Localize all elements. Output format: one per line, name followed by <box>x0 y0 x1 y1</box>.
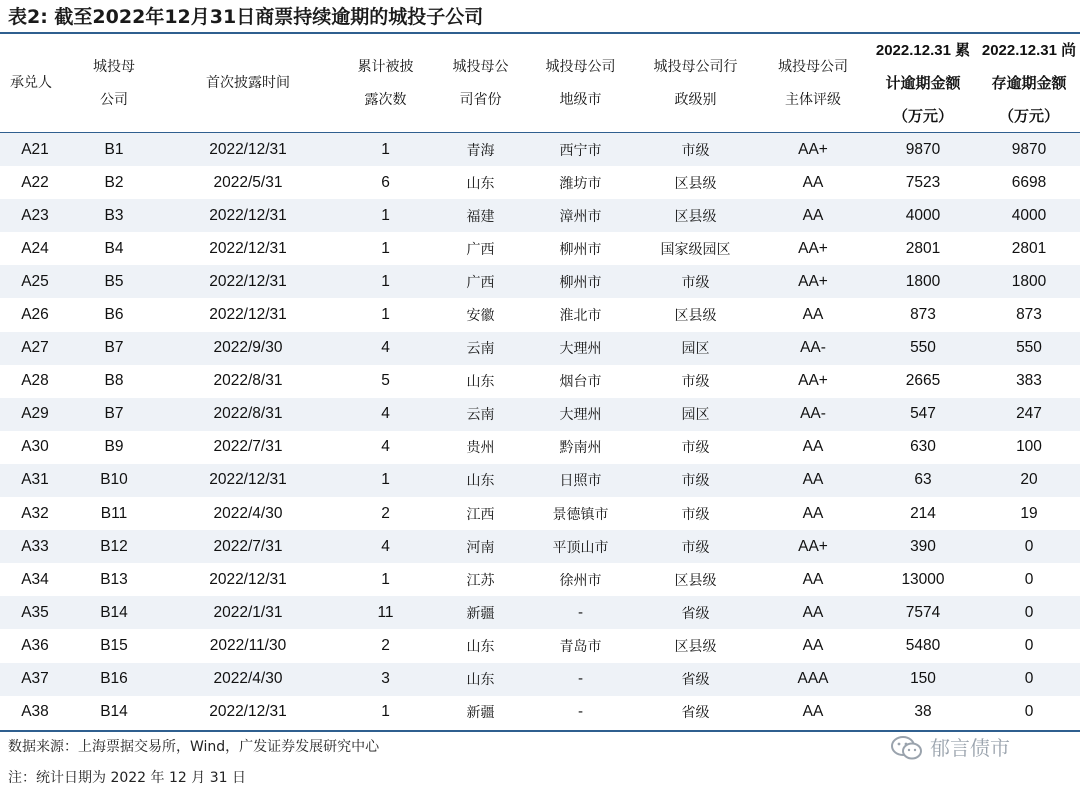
cell-parent-company: B16 <box>100 670 128 688</box>
cell-admin-level: 市级 <box>681 473 710 490</box>
cell-disclosure-count: 4 <box>381 405 390 423</box>
cell-province: 广西 <box>466 274 495 291</box>
cell-province: 山东 <box>466 638 495 655</box>
cell-disclosure-count: 1 <box>381 703 390 721</box>
cell-admin-level: 区县级 <box>674 208 717 225</box>
cell-parent-company: B4 <box>104 239 124 257</box>
cell-city: 徐州市 <box>559 572 602 589</box>
cell-parent-company: B15 <box>100 636 128 654</box>
cell-rating: AA+ <box>798 272 828 290</box>
cell-city: 景德镇市 <box>552 506 609 523</box>
cell-rating: AA <box>802 438 824 456</box>
cell-cumulative-overdue: 214 <box>910 504 936 522</box>
cell-rating: AA- <box>800 339 826 357</box>
cell-cumulative-overdue: 13000 <box>901 570 945 588</box>
cell-admin-level: 市级 <box>681 142 710 159</box>
cell-province: 云南 <box>466 407 495 424</box>
cell-admin-level: 省级 <box>681 672 710 689</box>
cell-city: 西宁市 <box>559 142 602 159</box>
cell-admin-level: 区县级 <box>674 175 717 192</box>
header-line: 城投母 <box>93 58 135 75</box>
cell-outstanding-overdue: 0 <box>1024 570 1034 588</box>
cell-admin-level: 园区 <box>681 407 710 424</box>
header-line: 城投母公 <box>452 58 509 75</box>
cell-province: 福建 <box>466 208 495 225</box>
cell-city: 大理州 <box>559 341 602 358</box>
cell-cumulative-overdue: 5480 <box>905 636 941 654</box>
header-line: （万元） <box>998 108 1059 125</box>
cell-city: 烟台市 <box>559 374 602 391</box>
cell-cumulative-overdue: 630 <box>910 438 936 456</box>
cell-acceptor: A26 <box>21 306 49 324</box>
cell-city: 柳州市 <box>559 274 602 291</box>
cell-disclosure-count: 1 <box>381 206 390 224</box>
cell-acceptor: A38 <box>21 703 49 721</box>
cell-province: 江苏 <box>466 572 495 589</box>
header-line: 计逾期金额 <box>885 75 961 92</box>
cell-parent-company: B12 <box>100 537 128 555</box>
cell-city: 青岛市 <box>559 638 602 655</box>
cell-city: 柳州市 <box>559 241 602 258</box>
cell-disclosure-count: 6 <box>381 173 390 191</box>
cell-parent-company: B13 <box>100 570 128 588</box>
cell-disclosure-count: 4 <box>381 537 390 555</box>
header-line: 城投母公司 <box>545 58 616 75</box>
cell-first-disclosure: 2022/12/31 <box>209 570 287 588</box>
cell-province: 山东 <box>466 473 495 490</box>
cell-first-disclosure: 2022/12/31 <box>209 272 287 290</box>
cell-first-disclosure: 2022/12/31 <box>209 140 287 158</box>
cell-outstanding-overdue: 6698 <box>1011 173 1047 191</box>
cell-cumulative-overdue: 7574 <box>905 603 941 621</box>
watermark <box>890 733 1010 763</box>
cell-parent-company: B1 <box>104 140 124 158</box>
table-title: 表2: 截至2022年12月31日商票持续逾期的城投子公司 <box>8 6 484 28</box>
cell-parent-company: B6 <box>104 306 124 324</box>
cell-first-disclosure: 2022/4/30 <box>213 670 283 688</box>
cell-admin-level: 区县级 <box>674 638 717 655</box>
table-body <box>0 133 1080 729</box>
cell-province: 河南 <box>466 539 495 556</box>
cell-first-disclosure: 2022/12/31 <box>209 206 287 224</box>
cell-city: - <box>577 671 584 688</box>
header-line: 司省份 <box>459 91 502 108</box>
table-row <box>0 298 1080 331</box>
bottom-rule <box>0 730 1080 732</box>
cell-parent-company: B5 <box>104 272 124 290</box>
cell-cumulative-overdue: 9870 <box>905 140 941 158</box>
cell-rating: AA+ <box>798 140 828 158</box>
header-line: 2022.12.31 累 <box>875 42 971 59</box>
cell-outstanding-overdue: 4000 <box>1011 206 1047 224</box>
table-row <box>0 365 1080 398</box>
cell-first-disclosure: 2022/8/31 <box>213 372 283 390</box>
header-line: 主体评级 <box>785 91 841 108</box>
cell-outstanding-overdue: 873 <box>1016 306 1042 324</box>
cell-parent-company: B11 <box>100 504 128 522</box>
cell-first-disclosure: 2022/12/31 <box>209 306 287 324</box>
cell-cumulative-overdue: 38 <box>914 703 932 721</box>
cell-acceptor: A30 <box>21 438 49 456</box>
cell-province: 山东 <box>466 374 495 391</box>
cell-disclosure-count: 1 <box>381 570 390 588</box>
cell-province: 江西 <box>466 506 495 523</box>
cell-rating: AA- <box>800 405 826 423</box>
cell-admin-level: 省级 <box>681 605 710 622</box>
cell-province: 云南 <box>466 341 495 358</box>
cell-rating: AA <box>802 570 824 588</box>
cell-admin-level: 区县级 <box>674 308 717 325</box>
cell-cumulative-overdue: 2801 <box>905 239 941 257</box>
cell-admin-level: 区县级 <box>674 572 717 589</box>
cell-cumulative-overdue: 150 <box>910 670 936 688</box>
table-row <box>0 696 1080 729</box>
cell-admin-level: 省级 <box>681 705 710 722</box>
cell-parent-company: B7 <box>104 405 124 423</box>
cell-acceptor: A23 <box>21 206 49 224</box>
cell-cumulative-overdue: 2665 <box>905 372 941 390</box>
table-row <box>0 563 1080 596</box>
cell-acceptor: A21 <box>21 140 49 158</box>
cell-city: 日照市 <box>559 473 602 490</box>
cell-acceptor: A24 <box>21 239 49 257</box>
cell-rating: AA <box>802 636 824 654</box>
cell-cumulative-overdue: 4000 <box>905 206 941 224</box>
table-row <box>0 265 1080 298</box>
cell-cumulative-overdue: 7523 <box>905 173 941 191</box>
cell-parent-company: B7 <box>104 339 124 357</box>
cell-province: 贵州 <box>466 440 495 457</box>
cell-parent-company: B3 <box>104 206 124 224</box>
cell-province: 青海 <box>466 142 495 159</box>
cell-city: - <box>577 604 584 621</box>
cell-disclosure-count: 1 <box>381 239 390 257</box>
header-line: 露次数 <box>364 91 407 108</box>
cell-city: 漳州市 <box>559 208 602 225</box>
table-row <box>0 530 1080 563</box>
cell-city: 黔南州 <box>559 440 602 457</box>
cell-province: 新疆 <box>466 605 495 622</box>
header-admin-level <box>633 34 758 133</box>
cell-parent-company: B2 <box>104 173 124 191</box>
cell-parent-company: B14 <box>100 703 128 721</box>
cell-rating: AA <box>802 703 824 721</box>
cell-outstanding-overdue: 247 <box>1016 405 1042 423</box>
header-line: 城投母公司行 <box>653 58 738 75</box>
cell-admin-level: 市级 <box>681 506 710 523</box>
cell-admin-level: 市级 <box>681 539 710 556</box>
cell-disclosure-count: 2 <box>381 636 390 654</box>
cell-outstanding-overdue: 2801 <box>1011 239 1047 257</box>
header-line: 2022.12.31 尚 <box>981 42 1077 59</box>
wechat-icon <box>890 735 924 761</box>
cell-admin-level: 市级 <box>681 274 710 291</box>
cell-cumulative-overdue: 873 <box>910 306 936 324</box>
cell-province: 安徽 <box>466 308 495 325</box>
header-rule <box>0 132 1080 133</box>
cell-outstanding-overdue: 100 <box>1016 438 1042 456</box>
table-row <box>0 166 1080 199</box>
cell-city: 大理州 <box>559 407 602 424</box>
cell-outstanding-overdue: 383 <box>1016 372 1042 390</box>
cell-province: 新疆 <box>466 705 495 722</box>
header-parent-company <box>70 34 158 133</box>
cell-first-disclosure: 2022/12/31 <box>209 703 287 721</box>
table-row <box>0 431 1080 464</box>
cell-cumulative-overdue: 390 <box>910 537 936 555</box>
cell-rating: AA <box>802 173 824 191</box>
cell-disclosure-count: 1 <box>381 272 390 290</box>
header-outstanding-overdue <box>978 34 1080 133</box>
cell-acceptor: A37 <box>21 670 49 688</box>
table-header-row <box>0 34 1080 133</box>
cell-city: 平顶山市 <box>552 539 609 556</box>
cell-disclosure-count: 1 <box>381 140 390 158</box>
cell-acceptor: A35 <box>21 603 49 621</box>
cell-rating: AA+ <box>798 537 828 555</box>
cell-first-disclosure: 2022/12/31 <box>209 471 287 489</box>
cell-city: 淮北市 <box>559 308 602 325</box>
header-line: 政级别 <box>674 91 717 108</box>
cell-city: 潍坊市 <box>559 175 602 192</box>
cell-outstanding-overdue: 19 <box>1020 504 1038 522</box>
cell-acceptor: A29 <box>21 405 49 423</box>
header-rating <box>758 34 868 133</box>
header-cumulative-overdue <box>868 34 978 133</box>
cell-outstanding-overdue: 9870 <box>1011 140 1047 158</box>
cell-province: 山东 <box>466 175 495 192</box>
header-line: 承兑人 <box>10 75 52 91</box>
cell-city: - <box>577 704 584 721</box>
cell-first-disclosure: 2022/9/30 <box>213 339 283 357</box>
source-note: 数据来源：上海票据交易所，Wind，广发证券发展研究中心 <box>8 739 380 755</box>
cell-rating: AA <box>802 603 824 621</box>
header-line: （万元） <box>892 108 953 125</box>
cell-disclosure-count: 1 <box>381 306 390 324</box>
header-line: 累计被披 <box>357 58 414 75</box>
cell-acceptor: A28 <box>21 372 49 390</box>
header-line: 首次披露时间 <box>206 75 290 91</box>
cell-first-disclosure: 2022/7/31 <box>213 438 283 456</box>
table-row <box>0 629 1080 662</box>
cell-first-disclosure: 2022/1/31 <box>213 603 283 621</box>
header-line: 公司 <box>100 91 128 108</box>
header-line: 城投母公司 <box>778 58 848 75</box>
watermark-text: 郁言债市 <box>930 736 1010 760</box>
cell-cumulative-overdue: 1800 <box>905 272 941 290</box>
cell-first-disclosure: 2022/12/31 <box>209 239 287 257</box>
cell-acceptor: A36 <box>21 636 49 654</box>
cell-outstanding-overdue: 0 <box>1024 636 1034 654</box>
cell-outstanding-overdue: 0 <box>1024 670 1034 688</box>
cell-disclosure-count: 1 <box>381 471 390 489</box>
cell-acceptor: A25 <box>21 272 49 290</box>
cell-first-disclosure: 2022/5/31 <box>213 173 283 191</box>
cell-acceptor: A34 <box>21 570 49 588</box>
cell-first-disclosure: 2022/11/30 <box>209 636 287 654</box>
cell-cumulative-overdue: 550 <box>910 339 936 357</box>
table-row <box>0 398 1080 431</box>
cell-rating: AA <box>802 306 824 324</box>
cell-province: 山东 <box>466 672 495 689</box>
table-row <box>0 332 1080 365</box>
cell-first-disclosure: 2022/8/31 <box>213 405 283 423</box>
footnote: 注：统计日期为 2022 年 12 月 31 日 <box>8 770 246 786</box>
cell-parent-company: B14 <box>100 603 128 621</box>
header-line: 存逾期金额 <box>991 75 1067 92</box>
cell-disclosure-count: 4 <box>381 438 390 456</box>
cell-acceptor: A27 <box>21 339 49 357</box>
table-row <box>0 464 1080 497</box>
header-first-disclosure <box>158 34 338 133</box>
cell-rating: AA <box>802 471 824 489</box>
cell-admin-level: 国家级园区 <box>660 241 731 258</box>
cell-outstanding-overdue: 0 <box>1024 703 1034 721</box>
cell-outstanding-overdue: 1800 <box>1011 272 1047 290</box>
header-disclosure-count <box>338 34 433 133</box>
cell-rating: AA+ <box>798 239 828 257</box>
cell-rating: AA <box>802 206 824 224</box>
cell-disclosure-count: 4 <box>381 339 390 357</box>
cell-acceptor: A33 <box>21 537 49 555</box>
cell-acceptor: A31 <box>21 471 49 489</box>
cell-cumulative-overdue: 547 <box>910 405 936 423</box>
cell-disclosure-count: 5 <box>381 372 390 390</box>
cell-outstanding-overdue: 550 <box>1016 339 1042 357</box>
cell-first-disclosure: 2022/4/30 <box>213 504 283 522</box>
header-acceptor <box>0 34 70 133</box>
cell-disclosure-count: 2 <box>381 504 390 522</box>
cell-province: 广西 <box>466 241 495 258</box>
overdue-table <box>0 34 1080 729</box>
header-city <box>528 34 633 133</box>
cell-rating: AAA <box>797 670 829 688</box>
table-row <box>0 232 1080 265</box>
cell-parent-company: B9 <box>104 438 124 456</box>
cell-rating: AA <box>802 504 824 522</box>
cell-outstanding-overdue: 0 <box>1024 537 1034 555</box>
table-row <box>0 133 1080 166</box>
cell-parent-company: B8 <box>104 372 124 390</box>
table-row <box>0 663 1080 696</box>
table-row <box>0 497 1080 530</box>
table-row <box>0 596 1080 629</box>
cell-first-disclosure: 2022/7/31 <box>213 537 283 555</box>
cell-acceptor: A22 <box>21 173 49 191</box>
cell-parent-company: B10 <box>100 471 128 489</box>
cell-rating: AA+ <box>798 372 828 390</box>
cell-outstanding-overdue: 0 <box>1024 603 1034 621</box>
cell-admin-level: 市级 <box>681 374 710 391</box>
cell-acceptor: A32 <box>21 504 49 522</box>
header-line: 地级市 <box>559 91 602 108</box>
table-row <box>0 199 1080 232</box>
cell-cumulative-overdue: 63 <box>914 471 932 489</box>
header-province <box>433 34 528 133</box>
cell-outstanding-overdue: 20 <box>1020 471 1038 489</box>
cell-admin-level: 市级 <box>681 440 710 457</box>
cell-disclosure-count: 11 <box>377 603 394 621</box>
cell-admin-level: 园区 <box>681 341 710 358</box>
cell-disclosure-count: 3 <box>381 670 390 688</box>
